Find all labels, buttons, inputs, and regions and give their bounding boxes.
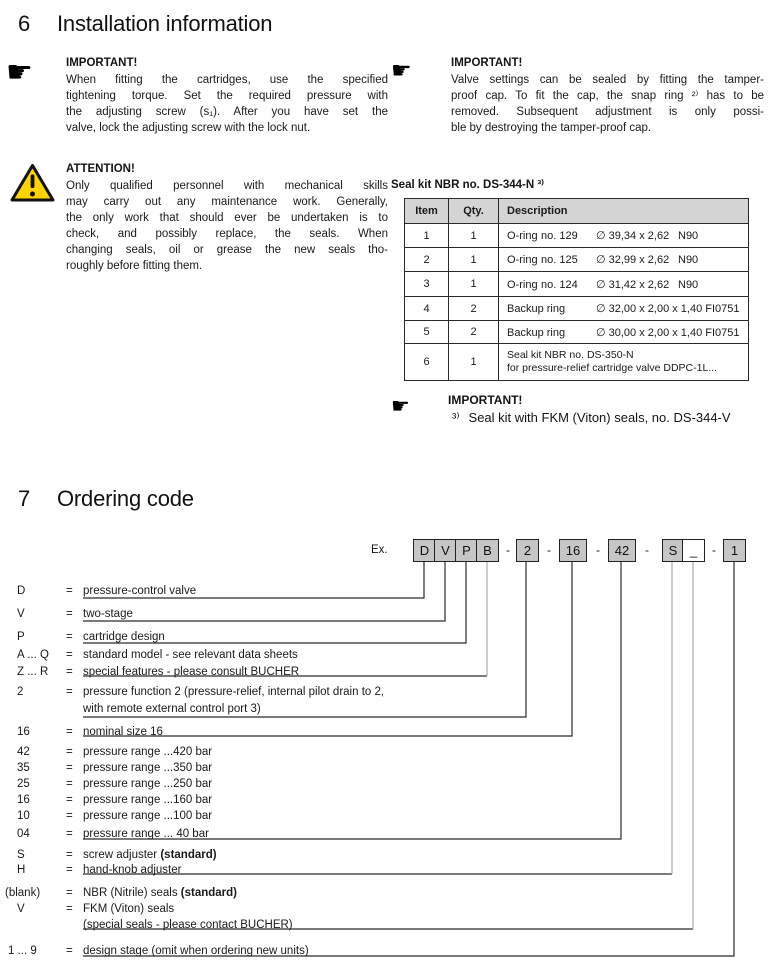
ordering-row [0, 810, 777, 825]
paragraph-line: may carry out any maintenance work. Generally, [66, 196, 388, 208]
paragraph-line: the adjusting screw (s₁). After you have set the [66, 106, 388, 118]
table-row [405, 321, 749, 344]
code: P [17, 631, 25, 643]
ordering-row [0, 887, 777, 902]
code: 35 [17, 762, 30, 774]
part-name: O-ring [507, 278, 538, 291]
description: standard model - see relevant data sheets [83, 649, 298, 661]
paragraph-line: proof cap. To fit the cap, the snap ring ²⁾ has to be [451, 90, 764, 102]
description: pressure range ...100 bar [83, 810, 213, 822]
equals-sign: = [66, 810, 73, 822]
paragraph-line: roughly before fitting them. [66, 260, 203, 272]
description: pressure range ...420 bar [83, 746, 213, 758]
equals-sign: = [66, 666, 73, 678]
important-left-body [66, 72, 388, 136]
description: pressure range ...350 bar [83, 762, 213, 774]
code-box-v: V [434, 539, 457, 562]
description: cartridge design [83, 631, 165, 643]
description: pressure range ... 40 bar [83, 828, 209, 840]
ordering-row [0, 945, 777, 960]
equals-sign: = [66, 945, 73, 957]
equals-sign: = [66, 726, 73, 738]
code: 16 [17, 794, 30, 806]
code-box-b: B [476, 539, 499, 562]
code: 42 [17, 746, 30, 758]
table-row [405, 248, 749, 272]
description: FKM (Viton) seals [83, 903, 175, 915]
equals-sign: = [66, 849, 73, 861]
ordering-row [0, 762, 777, 777]
paragraph-line: changing seals, oil or grease the new seals tho- [66, 244, 388, 256]
code: 25 [17, 778, 30, 790]
description: with remote external control port 3) [83, 703, 261, 715]
part-dim: ∅ 31,42 x 2,62 [596, 278, 670, 291]
code-box-size: 16 [559, 539, 587, 562]
item-cell: 5 [405, 321, 449, 344]
description: hand-knob adjuster [83, 864, 182, 876]
equals-sign: = [66, 608, 73, 620]
qty-cell: 2 [449, 321, 499, 344]
section7-title: Ordering code [57, 486, 194, 511]
paragraph-line: Valve settings can be sealed by fitting the tamper- [451, 74, 764, 86]
equals-sign: = [66, 903, 73, 915]
description: two-stage [83, 608, 133, 620]
ordering-row [0, 686, 777, 701]
important-left-title: IMPORTANT! [66, 57, 138, 69]
equals-sign: = [66, 649, 73, 661]
part-dim: ∅ 32,00 x 2,00 x 1,40 FI0751 [596, 303, 740, 315]
paragraph-line: tightening torque. Set the required pressure with [66, 90, 388, 102]
part-no: no. 124 [541, 278, 578, 291]
code: V [17, 608, 25, 620]
warning-triangle-icon [9, 163, 56, 208]
code-separator: - [547, 543, 551, 557]
col-header-qty: Qty. [449, 199, 499, 224]
ordering-row [0, 608, 777, 623]
equals-sign: = [66, 794, 73, 806]
section7-number: 7 [18, 486, 31, 511]
description [83, 887, 237, 899]
code: 10 [17, 810, 30, 822]
description-text: NBR (Nitrile) seals [83, 887, 181, 899]
paragraph-line: When fitting the cartridges, use the specified [66, 74, 388, 86]
seal-kit-desc-line2: for pressure-relief cartridge valve DDPC-1L... [507, 362, 718, 374]
qty-cell: 2 [449, 297, 499, 321]
code: Z ... R [17, 666, 49, 678]
description-bold: (standard) [160, 849, 217, 861]
example-label: Ex. [371, 544, 388, 556]
part-dim: ∅ 30,00 x 2,00 x 1,40 FI0751 [596, 326, 740, 339]
paragraph-line: check, and possibly replace, the seals. When [66, 228, 388, 240]
code-box-adjuster: S [662, 539, 684, 562]
col-header-description: Description [499, 199, 749, 224]
paragraph-line: valve, lock the adjusting screw with the lock nut. [66, 122, 311, 134]
table-header-row [405, 199, 749, 224]
equals-sign: = [66, 631, 73, 643]
section6-title: Installation information [57, 11, 273, 36]
code-box-p: P [455, 539, 478, 562]
code-separator: - [712, 543, 716, 557]
equals-sign: = [66, 778, 73, 790]
code: 1 ... 9 [8, 945, 37, 957]
code-box-seals-blank: _ [682, 539, 705, 562]
pointing-hand-icon: ☛ [6, 55, 33, 90]
code-box-d: D [413, 539, 436, 562]
part-no: no. 125 [541, 254, 578, 266]
footnote-text: Seal kit with FKM (Viton) seals, no. DS-344-V [468, 410, 731, 425]
item-cell: 6 [405, 344, 449, 381]
part-material: N90 [678, 230, 699, 242]
code-separator: - [596, 543, 600, 557]
ordering-row [0, 585, 777, 600]
code-box-design-stage: 1 [723, 539, 746, 562]
footnote-marker: ³⁾ [452, 410, 460, 425]
description-bold: (standard) [180, 887, 237, 899]
table-row [405, 224, 749, 248]
description-cell [499, 297, 749, 321]
description-text: screw adjuster [83, 849, 161, 861]
paragraph-line: the only work that should ever be undertaken is to [66, 212, 388, 224]
code-separator: - [645, 543, 649, 557]
important-right-body [451, 72, 764, 136]
attention-title: ATTENTION! [66, 163, 135, 175]
ordering-row [0, 903, 777, 918]
pointing-hand-icon: ☛ [391, 394, 410, 418]
equals-sign: = [66, 762, 73, 774]
part-name: Backup ring [507, 303, 566, 315]
part-name: Backup ring [507, 326, 566, 339]
table-row [405, 297, 749, 321]
description-cell [499, 224, 749, 248]
code: 2 [17, 686, 24, 698]
code: A ... Q [17, 649, 49, 661]
item-cell: 2 [405, 248, 449, 272]
item-cell: 1 [405, 224, 449, 248]
qty-cell: 1 [449, 344, 499, 381]
equals-sign: = [66, 864, 73, 876]
important-right-title: IMPORTANT! [451, 57, 523, 69]
ordering-row-continuation [0, 919, 777, 934]
qty-cell: 1 [449, 272, 499, 297]
description-cell [499, 248, 749, 272]
ordering-row [0, 849, 777, 864]
code-separator: - [506, 543, 510, 557]
equals-sign: = [66, 828, 73, 840]
code: 16 [17, 726, 30, 738]
code: (blank) [5, 887, 41, 899]
part-name: O-ring [507, 254, 538, 266]
ordering-row [0, 726, 777, 741]
ordering-row-continuation [0, 703, 777, 718]
equals-sign: = [66, 585, 73, 597]
ordering-row [0, 864, 777, 879]
part-name: O-ring [507, 230, 538, 242]
footnote-line [452, 410, 731, 426]
paragraph-line: ble by destroying the tamper-proof cap. [451, 122, 652, 134]
code: V [17, 903, 25, 915]
code-box-pressure: 42 [608, 539, 636, 562]
qty-cell: 1 [449, 224, 499, 248]
description-cell [499, 321, 749, 344]
ordering-row [0, 631, 777, 646]
table-row [405, 272, 749, 297]
description: design stage (omit when ordering new units) [83, 945, 309, 957]
section6-number: 6 [18, 11, 31, 36]
code: H [17, 864, 26, 876]
paragraph-line: removed. Subsequent adjustment is only possi- [451, 106, 764, 118]
description [83, 849, 217, 861]
ordering-row [0, 649, 777, 664]
code: D [17, 585, 26, 597]
footnote-title: IMPORTANT! [448, 393, 523, 407]
ordering-row [0, 778, 777, 793]
seal-kit-table [404, 198, 749, 381]
pointing-hand-icon: ☛ [391, 58, 412, 84]
equals-sign: = [66, 746, 73, 758]
description: pressure range ...160 bar [83, 794, 213, 806]
attention-body [66, 178, 388, 274]
item-cell: 4 [405, 297, 449, 321]
description-cell [499, 272, 749, 297]
code: 04 [17, 828, 30, 840]
item-cell: 3 [405, 272, 449, 297]
ordering-row [0, 746, 777, 761]
part-no: no. 129 [541, 230, 578, 242]
equals-sign: = [66, 686, 73, 698]
ordering-row [0, 794, 777, 809]
col-header-item: Item [405, 199, 449, 224]
description: special features - please consult BUCHER [83, 666, 300, 678]
ordering-row [0, 666, 777, 681]
seal-kit-desc-line1: Seal kit NBR no. DS-350-N [507, 349, 634, 361]
code-box-function: 2 [516, 539, 539, 562]
description: pressure range ...250 bar [83, 778, 213, 790]
seal-kit-label: Seal kit NBR no. DS-344-N ³⁾ [391, 179, 544, 191]
ordering-row [0, 828, 777, 843]
description: nominal size 16 [83, 726, 163, 738]
description: pressure-control valve [83, 585, 197, 597]
part-dim: ∅ 39,34 x 2,62 [596, 230, 670, 242]
description-cell [499, 344, 749, 381]
equals-sign: = [66, 887, 73, 899]
part-dim: ∅ 32,99 x 2,62 [596, 254, 670, 266]
table-row [405, 344, 749, 381]
description: pressure function 2 (pressure-relief, internal pilot drain to 2, [83, 686, 385, 698]
qty-cell: 1 [449, 248, 499, 272]
part-material: N90 [678, 254, 699, 266]
code: S [17, 849, 25, 861]
description: (special seals - please contact BUCHER) [83, 919, 293, 931]
paragraph-line: Only qualified personnel with mechanical skills [66, 180, 388, 192]
part-material: N90 [678, 278, 699, 291]
